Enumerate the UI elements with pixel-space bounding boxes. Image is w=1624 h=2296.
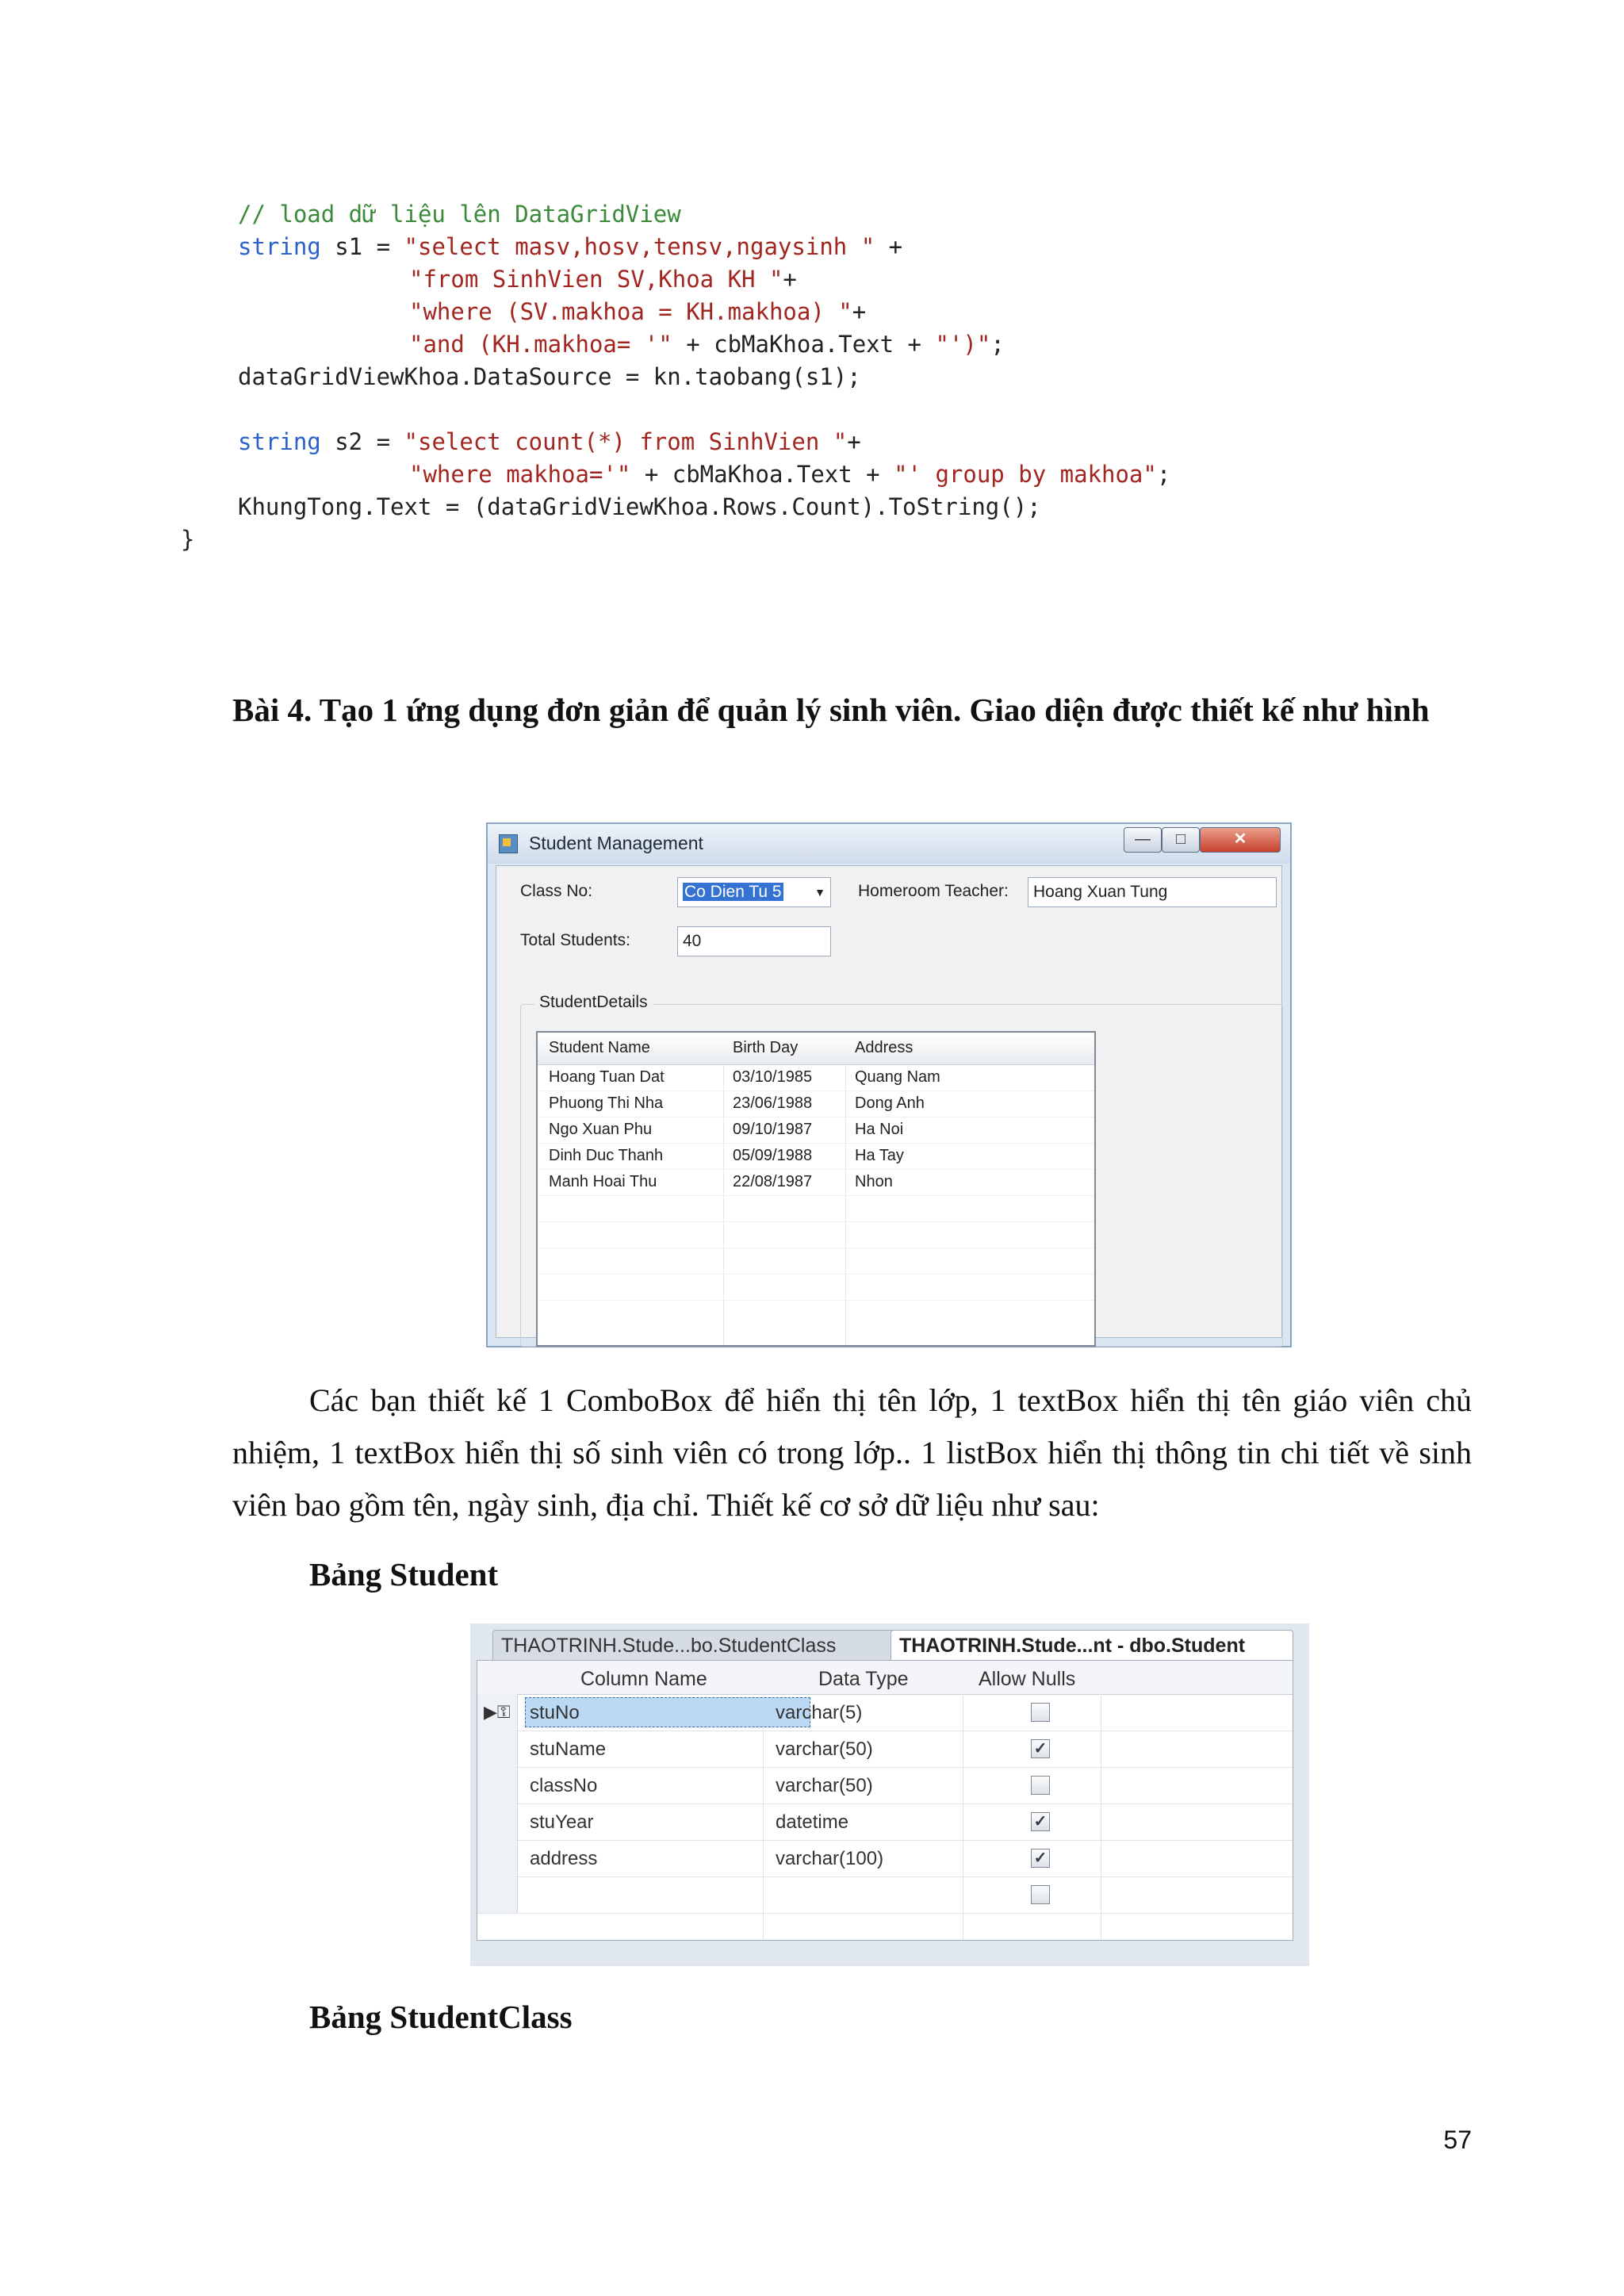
page-number: 57 (1443, 2125, 1472, 2154)
code-text: + (852, 298, 867, 325)
designer-row[interactable] (477, 1767, 1293, 1804)
designer-row[interactable] (477, 1694, 1293, 1731)
code-line (238, 231, 902, 263)
chevron-down-icon[interactable]: ▼ (814, 886, 825, 899)
column-header-birth-day[interactable]: Birth Day (733, 1039, 799, 1056)
maximize-button[interactable]: □ (1162, 827, 1200, 853)
code-comment: // load dữ liệu lên DataGridView (238, 201, 681, 228)
designer-header (477, 1661, 1293, 1695)
grid-row-empty[interactable] (538, 1274, 1094, 1301)
designer-row[interactable] (477, 1840, 1293, 1877)
code-line (409, 296, 866, 328)
code-text: + (783, 266, 797, 293)
window-title: Student Management (529, 833, 703, 853)
grid-row[interactable] (538, 1169, 1094, 1196)
cell-column-name[interactable]: stuYear (530, 1811, 594, 1833)
grid-header (538, 1033, 1094, 1065)
code-keyword: string (238, 233, 321, 260)
cell-student-name: Phuong Thi Nha (549, 1094, 664, 1112)
tab-studentclass[interactable]: THAOTRINH.Stude...bo.StudentClass (492, 1630, 906, 1661)
column-header-column-name: Column Name (580, 1668, 707, 1690)
code-string: "select count(*) from SinhVien " (404, 428, 848, 455)
studentclass-table-heading: Bảng StudentClass (309, 1999, 573, 2035)
grid-row[interactable] (538, 1091, 1094, 1117)
cell-address: Nhon (855, 1173, 893, 1190)
allow-nulls-checkbox[interactable] (1031, 1703, 1050, 1722)
cell-birth-day: 03/10/1985 (733, 1068, 813, 1086)
grid-row-empty[interactable] (538, 1248, 1094, 1274)
total-students-label: Total Students: (520, 931, 630, 949)
code-block (181, 198, 1348, 571)
column-header-student-name[interactable]: Student Name (549, 1039, 650, 1056)
code-string: "from SinhVien SV,Khoa KH " (409, 266, 783, 293)
instruction-paragraph: Các bạn thiết kế 1 ComboBox để hiển thị tên lớp, 1 textBox hiển thị tên giáo viên chủ nhiệm, 1 textBox hiển thị số sinh viên có trong lớp.. 1 listBox hiển thị thông tin chi tiết về sinh viên bao gồm tên, ngày sinh, địa chỉ. Thiết kế cơ sở dữ liệu như sau: (232, 1382, 1472, 1523)
cell-student-name: Manh Hoai Thu (549, 1173, 657, 1190)
tab-student[interactable]: THAOTRINH.Stude...nt - dbo.Student (891, 1630, 1293, 1661)
column-header-data-type: Data Type (818, 1668, 909, 1690)
cell-birth-day: 23/06/1988 (733, 1094, 813, 1112)
cell-student-name: Dinh Duc Thanh (549, 1147, 664, 1164)
code-line: } (181, 526, 195, 553)
row-selector[interactable] (477, 1767, 518, 1803)
cell-data-type[interactable]: varchar(50) (776, 1738, 873, 1760)
table-designer (470, 1623, 1309, 1966)
window-controls (1124, 827, 1282, 853)
student-details-grid[interactable] (536, 1031, 1096, 1347)
designer-row[interactable] (477, 1731, 1293, 1768)
code-string: "select masv,hosv,tensv,ngaysinh " (404, 233, 875, 260)
student-management-window (486, 822, 1292, 1347)
row-selector[interactable] (477, 1803, 518, 1840)
code-string: "' group by makhoa" (894, 461, 1157, 488)
cell-column-name[interactable]: stuName (530, 1738, 607, 1760)
cell-birth-day: 05/09/1988 (733, 1147, 813, 1164)
code-text: + (875, 233, 903, 260)
grid-row-empty[interactable] (538, 1221, 1094, 1248)
code-text: ; (990, 331, 1005, 358)
row-selector[interactable] (477, 1731, 518, 1767)
row-selector[interactable] (477, 1840, 518, 1876)
allow-nulls-checkbox[interactable] (1031, 1885, 1050, 1904)
code-string: "where (SV.makhoa = KH.makhoa) " (409, 298, 852, 325)
code-line (409, 263, 797, 296)
cell-birth-day: 22/08/1987 (733, 1173, 813, 1190)
code-keyword: string (238, 428, 321, 455)
code-string: "and (KH.makhoa= '" (409, 331, 672, 358)
primary-key-icon: ▶⚿ (484, 1702, 511, 1722)
code-string: "where makhoa='" (409, 461, 631, 488)
class-no-label: Class No: (520, 882, 593, 900)
allow-nulls-checkbox[interactable] (1031, 1776, 1050, 1795)
cell-data-type[interactable]: varchar(50) (776, 1775, 873, 1796)
designer-row-empty[interactable] (477, 1876, 1293, 1914)
code-line (409, 328, 1005, 361)
cell-column-name[interactable]: address (530, 1848, 598, 1869)
cell-student-name: Hoang Tuan Dat (549, 1068, 665, 1086)
row-selector[interactable] (477, 1694, 518, 1731)
code-text: + (847, 428, 861, 455)
code-line (238, 426, 861, 458)
class-no-selected-value: Co Dien Tu 5 (684, 883, 782, 901)
homeroom-teacher-textbox[interactable]: Hoang Xuan Tung (1028, 877, 1277, 907)
allow-nulls-checkbox[interactable]: ✓ (1031, 1739, 1050, 1758)
class-no-combobox[interactable] (677, 877, 831, 907)
code-line (409, 458, 1170, 491)
row-selector[interactable] (477, 1876, 518, 1913)
code-text: s1 = (320, 233, 404, 260)
cell-birth-day: 09/10/1987 (733, 1121, 813, 1138)
cell-address: Quang Nam (855, 1068, 940, 1086)
allow-nulls-checkbox[interactable]: ✓ (1031, 1812, 1050, 1831)
code-line: dataGridViewKhoa.DataSource = kn.taobang(s1); (238, 363, 861, 390)
student-table-heading: Bảng Student (309, 1556, 499, 1593)
cell-address: Dong Anh (855, 1094, 925, 1112)
title-bar (488, 824, 1290, 864)
grid-row[interactable] (538, 1143, 1094, 1170)
column-header-address[interactable]: Address (855, 1039, 914, 1056)
grid-row[interactable] (538, 1117, 1094, 1144)
column-designer-grid[interactable] (477, 1660, 1293, 1941)
minimize-button[interactable]: — (1124, 827, 1162, 853)
app-icon (499, 834, 518, 853)
cell-student-name: Ngo Xuan Phu (549, 1121, 653, 1138)
exercise-heading: Bài 4. Tạo 1 ứng dụng đơn giản để quản lý sinh viên. Giao diện được thiết kế như hình (232, 692, 1430, 728)
cell-data-type[interactable]: varchar(5) (776, 1702, 863, 1723)
code-text: s2 = (320, 428, 404, 455)
code-line (238, 198, 681, 231)
cell-data-type[interactable]: datetime (776, 1811, 849, 1833)
grid-row[interactable] (538, 1064, 1094, 1091)
student-details-group-title: StudentDetails (534, 993, 653, 1012)
cell-address: Ha Tay (855, 1147, 904, 1164)
code-string: "')" (935, 331, 991, 358)
cell-data-type[interactable]: varchar(100) (776, 1848, 884, 1869)
code-line: KhungTong.Text = (dataGridViewKhoa.Rows.Count).ToString(); (238, 493, 1041, 520)
cell-address: Ha Noi (855, 1121, 904, 1138)
cell-column-name[interactable]: classNo (530, 1775, 598, 1796)
column-header-allow-nulls: Allow Nulls (979, 1668, 1076, 1690)
total-students-textbox[interactable]: 40 (677, 926, 831, 956)
code-text: + cbMaKhoa.Text + (672, 331, 936, 358)
code-text: ; (1156, 461, 1171, 488)
designer-row[interactable] (477, 1803, 1293, 1841)
cell-column-name[interactable]: stuNo (530, 1702, 580, 1723)
code-text: + cbMaKhoa.Text + (630, 461, 894, 488)
close-button[interactable]: ✕ (1200, 827, 1281, 853)
homeroom-teacher-label: Homeroom Teacher: (858, 882, 1009, 900)
grid-row-empty[interactable] (538, 1195, 1094, 1222)
form-client-area (496, 865, 1282, 1338)
allow-nulls-checkbox[interactable]: ✓ (1031, 1849, 1050, 1868)
